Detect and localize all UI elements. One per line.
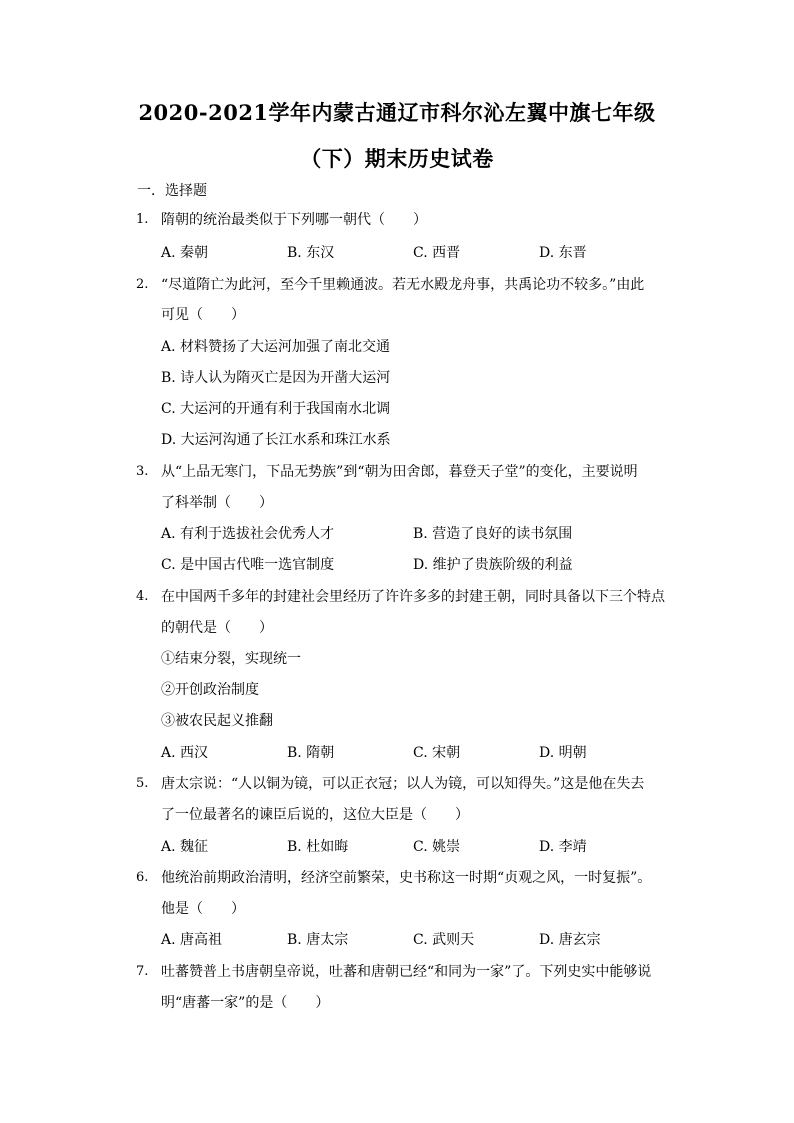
- option-c[interactable]: C. 西晋: [413, 245, 461, 261]
- option-d[interactable]: D. 维护了贵族阶级的利益: [413, 557, 573, 573]
- option-a[interactable]: A. 有利于选拔社会优秀人才: [161, 526, 335, 542]
- question-text: “尽道隋亡为此河，至今千里赖通波。若无水殿龙舟事，共禹论功不较多。”由此: [161, 277, 645, 293]
- option-c[interactable]: C. 武则天: [413, 932, 475, 948]
- option-c[interactable]: C. 大运河的开通有利于我国南水北调: [161, 401, 391, 417]
- question-text: 了一位最著名的谏臣后说的，这位大臣是（ ）: [161, 807, 469, 823]
- option-a[interactable]: A. 魏征: [161, 839, 209, 855]
- option-b[interactable]: B. 杜如晦: [287, 839, 349, 855]
- option-d[interactable]: D. 李靖: [539, 839, 587, 855]
- question-statement: ①结束分裂，实现统一: [161, 651, 301, 667]
- option-a[interactable]: A. 材料赞扬了大运河加强了南北交通: [161, 339, 391, 355]
- question-text: 他统治前期政治清明，经济空前繁荣，史书称这一时期“贞观之风，一时复振”。: [161, 870, 652, 886]
- question-text: 吐蕃赞普上书唐朝皇帝说，吐蕃和唐朝已经“和同为一家”了。下列史实中能够说: [161, 964, 652, 980]
- page-title: 2020-2021学年内蒙古通辽市科尔沁左翼中旗七年级: [138, 100, 656, 125]
- question-number: 6.: [136, 870, 149, 885]
- option-b[interactable]: B. 诗人认为隋灭亡是因为开凿大运河: [161, 370, 391, 386]
- question-text: 唐太宗说：“人以铜为镜，可以正衣冠；以人为镜，可以知得失。”这是他在失去: [161, 776, 645, 792]
- option-d[interactable]: D. 唐玄宗: [539, 932, 601, 948]
- option-b[interactable]: B. 营造了良好的读书氛围: [413, 526, 573, 542]
- option-d[interactable]: D. 明朝: [539, 745, 587, 761]
- question-statement: ③被农民起义推翻: [161, 713, 273, 729]
- question-text: 的朝代是（ ）: [161, 620, 273, 636]
- question-text: 他是（ ）: [161, 901, 245, 917]
- question-statement: ②开创政治制度: [161, 682, 259, 698]
- question-number: 5.: [136, 776, 149, 791]
- option-b[interactable]: B. 东汉: [287, 245, 335, 261]
- option-d[interactable]: D. 大运河沟通了长江水系和珠江水系: [161, 432, 391, 448]
- option-c[interactable]: C. 姚崇: [413, 839, 461, 855]
- option-b[interactable]: B. 隋朝: [287, 745, 335, 761]
- option-a[interactable]: A. 西汉: [161, 745, 209, 761]
- option-d[interactable]: D. 东晋: [539, 245, 587, 261]
- question-text: 在中国两千多年的封建社会里经历了许许多多的封建王朝，同时具备以下三个特点: [161, 589, 665, 605]
- question-number: 2.: [136, 277, 149, 292]
- option-c[interactable]: C. 宋朝: [413, 745, 461, 761]
- question-text: 从“上品无寒门，下品无势族”到“朝为田舍郎，暮登天子堂”的变化，主要说明: [161, 464, 638, 480]
- question-number: 7.: [136, 964, 149, 979]
- page-subtitle: （下）期末历史试卷: [300, 146, 494, 171]
- question-text: 明“唐蕃一家”的是（ ）: [161, 995, 330, 1011]
- question-number: 3.: [136, 464, 149, 479]
- option-b[interactable]: B. 唐太宗: [287, 932, 349, 948]
- option-a[interactable]: A. 唐高祖: [161, 932, 223, 948]
- question-number: 4.: [136, 589, 149, 604]
- option-c[interactable]: C. 是中国古代唯一选官制度: [161, 557, 335, 573]
- question-text: 隋朝的统治最类似于下列哪一朝代（ ）: [161, 212, 427, 228]
- question-text: 了科举制（ ）: [161, 495, 273, 511]
- section-heading: 一．选择题: [137, 183, 207, 199]
- question-number: 1.: [136, 212, 149, 227]
- option-a[interactable]: A. 秦朝: [161, 245, 209, 261]
- question-text: 可见（ ）: [161, 307, 245, 323]
